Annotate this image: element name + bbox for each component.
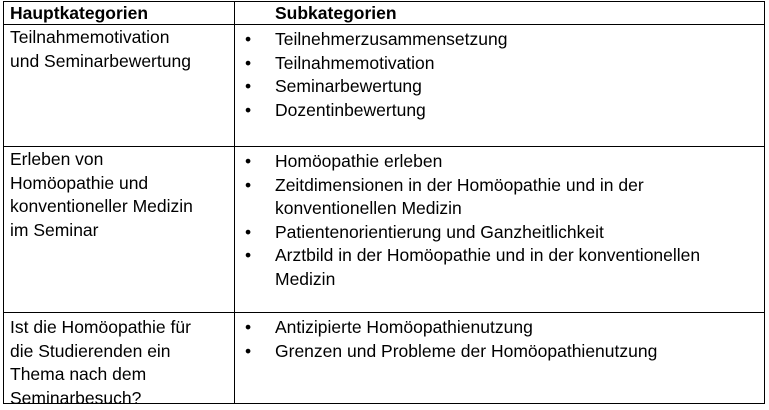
sub-category-text: Teilnahmemotivation [275,52,435,73]
table-row [4,146,764,312]
list-item [235,244,764,291]
header-main-category: Hauptkategorien [4,2,235,24]
sub-category-text: Dozentinbewertung [275,99,426,120]
bullet-icon: • [245,29,252,49]
sub-category-text: Grenzen und Probleme der Homöopathienutzung [275,340,658,361]
list-item [235,221,764,245]
bullet-icon: • [245,151,252,171]
bullet-icon: • [245,221,252,242]
sub-category-text: Teilnehmerzusammensetzung [275,29,508,49]
sub-category-text: Arztbild in der Homöopathie und in der konventionellen Medizin [275,245,701,289]
sub-category-list [235,316,764,363]
main-category-text: Teilnahmemotivation und Seminarbewertung [10,27,191,71]
sub-category-text: Patientenorientierung und Ganzheitlichkeit [275,221,604,242]
sub-category-cell [235,313,764,406]
sub-category-text: Zeitdimensionen in der Homöopathie und in der konventionellen Medizin [275,174,644,218]
list-item [235,28,764,52]
main-category-text: Ist die Homöopathie für die Studierenden ein Thema nach dem Seminarbesuch? [10,317,191,408]
bullet-icon: • [245,99,252,120]
table-row [4,312,764,408]
sub-category-list [235,150,764,291]
bullet-icon: • [245,340,252,361]
sub-category-cell [235,25,764,149]
sub-category-cell [235,147,764,315]
sub-category-text: Seminarbewertung [275,76,422,96]
list-item [235,340,764,364]
main-category-text: Erleben von Homöopathie und konventioneller Medizin im Seminar [10,149,193,240]
table-row [4,24,764,146]
main-category-cell [4,147,235,312]
sub-category-text: Antizipierte Homöopathienutzung [275,317,533,337]
main-category-cell [4,25,235,146]
list-item [235,150,764,174]
main-category-cell [4,313,235,408]
list-item [235,316,764,340]
bullet-icon: • [245,52,252,73]
bullet-icon: • [245,76,252,96]
category-table [3,1,765,408]
bullet-icon: • [245,245,252,265]
header-sub-category: Subkategorien [275,3,397,23]
list-item [235,174,764,221]
sub-category-list [235,28,764,122]
sub-category-text: Homöopathie erleben [275,151,443,171]
bullet-icon: • [245,174,252,195]
header-row [4,2,764,24]
list-item [235,52,764,76]
list-item [235,99,764,123]
bullet-icon: • [245,317,252,337]
list-item [235,75,764,99]
